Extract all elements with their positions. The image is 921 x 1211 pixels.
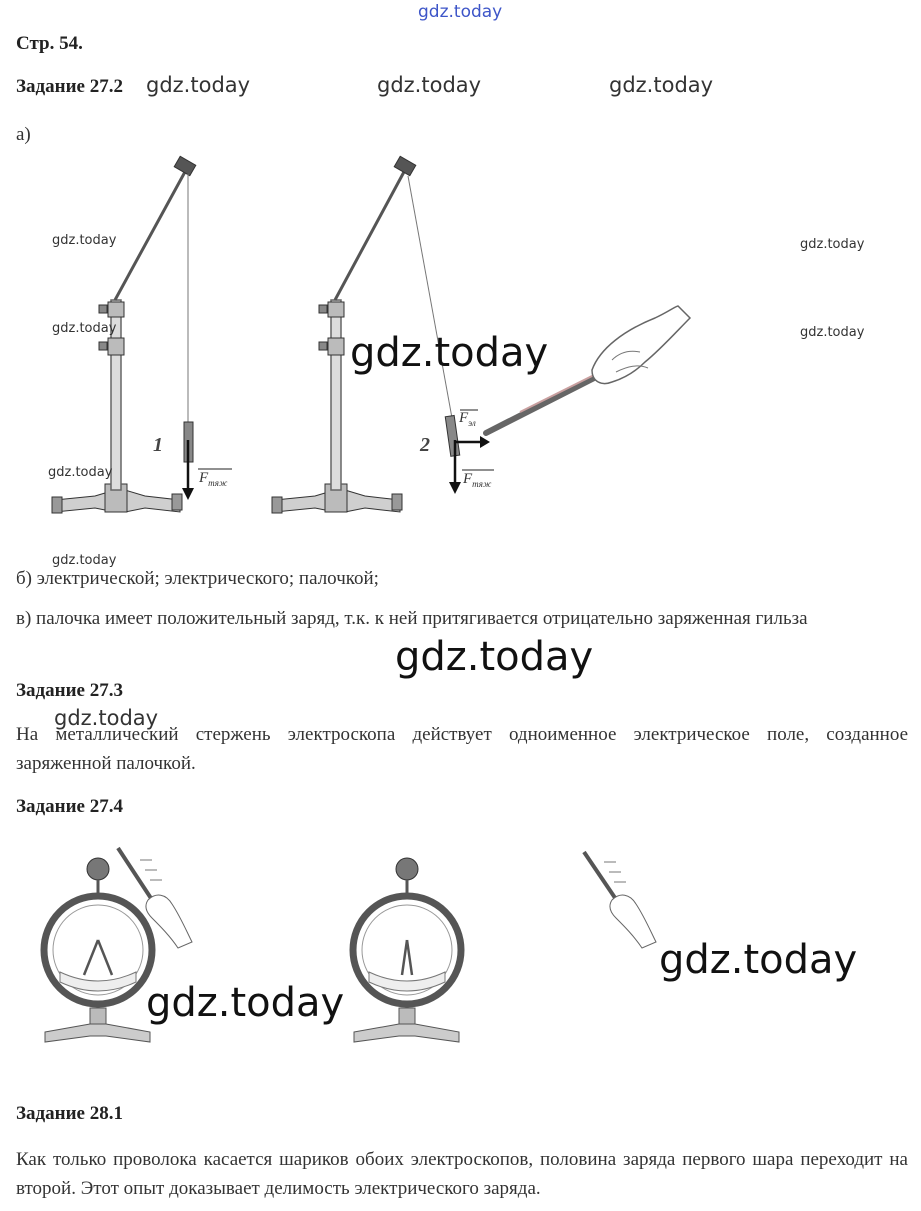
- task-27-2-part-c: в) палочка имеет положительный заряд, т.к. к ней притягивается отрицательно заряженная гильза: [16, 608, 808, 629]
- charged-stick-3: [584, 852, 656, 948]
- page-number: Стр. 54.: [16, 33, 83, 54]
- watermark-big-3: gdz.today: [146, 980, 345, 1026]
- watermark-small-3: gdz.today: [48, 465, 113, 480]
- task-28-1-heading: Задание 28.1: [16, 1103, 123, 1124]
- watermark-medium: gdz.today: [54, 706, 159, 730]
- force-gravity-subscript: тяж: [208, 478, 228, 488]
- task-27-3-heading: Задание 27.3: [16, 680, 123, 701]
- force-gravity-symbol: F: [199, 470, 209, 486]
- force-electric-symbol: F: [459, 410, 469, 426]
- watermark-line1-c: gdz.today: [609, 73, 714, 97]
- watermark-small-1: gdz.today: [52, 233, 117, 248]
- watermark-small-2: gdz.today: [52, 321, 117, 336]
- watermark-big-4: gdz.today: [659, 937, 858, 983]
- watermark-small-6: gdz.today: [800, 325, 865, 340]
- watermark-line1-a: gdz.today: [146, 73, 251, 97]
- task-27-4-heading: Задание 27.4: [16, 796, 123, 817]
- force-gravity-subscript-2: тяж: [472, 479, 492, 489]
- watermark-line1-b: gdz.today: [377, 73, 482, 97]
- watermark-big-2: gdz.today: [395, 634, 594, 680]
- task-27-2-part-b: б) электрической; электрического; палочкой;: [16, 568, 379, 589]
- figure-label-1: 1: [153, 434, 163, 456]
- watermark-small-4: gdz.today: [52, 553, 117, 568]
- force-gravity-symbol-2: F: [463, 471, 473, 487]
- task-27-2-heading: Задание 27.2: [16, 76, 123, 97]
- watermark-big-1: gdz.today: [350, 330, 549, 376]
- task-27-3-text: На металлический стержень электроскопа действует одноименное электрическое поле, созданное заряженной палочкой.: [16, 724, 908, 774]
- watermark-top: gdz.today: [418, 2, 503, 22]
- figure-label-2: 2: [420, 434, 430, 456]
- force-electric-subscript: эл: [468, 418, 476, 428]
- watermark-small-5: gdz.today: [800, 237, 865, 252]
- task-28-1-text: Как только проволока касается шариков обоих электроскопов, половина заряда первого шара переходит на второй. Этот опыт доказывает делимость электрического заряда.: [16, 1149, 908, 1199]
- task-27-2-part-a: а): [16, 124, 31, 145]
- electroscope-2: [353, 858, 461, 1042]
